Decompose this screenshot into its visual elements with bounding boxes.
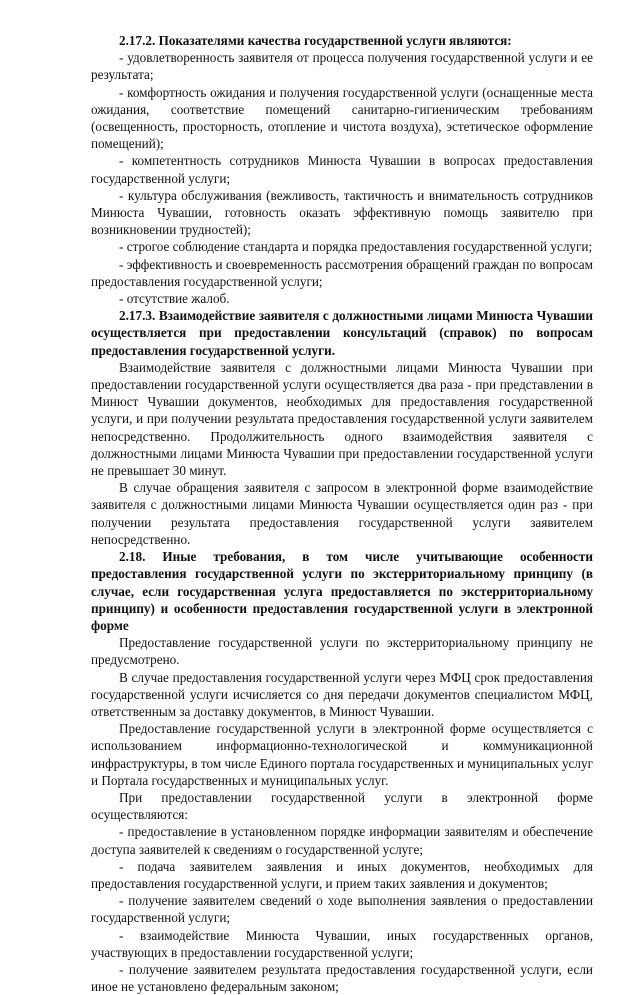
list-item-result-receipt: - получение заявителем результата предоставления государственной услуги, если иное не установлено федеральным законом;	[91, 961, 593, 995]
list-item-competence: - компетентность сотрудников Минюста Чувашии в вопросах предоставления государственной услуги;	[91, 153, 593, 186]
list-item-efficiency: - эффективность и своевременность рассмотрения обращений граждан по вопросам предоставления государственной услуги;	[91, 256, 593, 289]
section-heading-2-17-2: 2.17.2. Показателями качества государственной услуги являются:	[119, 33, 512, 48]
paragraph-extraterritorial: Предоставление государственной услуги по экстерриториальному принципу не предусмотрено.	[91, 635, 593, 668]
section-heading-2-17-3: 2.17.3. Взаимодействие заявителя с должностными лицами Минюста Чувашии осуществляется при предоставлении консультаций (справок) по вопросам предоставления государственной услуги.	[91, 308, 593, 358]
list-item-application-submission: - подача заявителем заявления и иных документов, необходимых для предоставления государственной услуги, и прием таких заявления и документов;	[91, 858, 593, 891]
paragraph-electronic-list-intro: При предоставлении государственной услуги в электронной форме осуществляются:	[91, 789, 593, 823]
paragraph-electronic-request: В случае обращения заявителя с запросом в электронной форме взаимодействие заявителя с должностными лицами Минюста Чувашии осуществляется один раз - при получении результата предоставления государственной услуги заявителем непосредственно.	[91, 480, 593, 547]
list-item-no-complaints: - отсутствие жалоб.	[119, 291, 230, 307]
list-item-comfort: - комфортность ожидания и получения государственной услуги (оснащенные места ожидания, соответствие помещений санитарно-гигиеническим требованиям (освещенность, просторность, отопление и чистота воздуха), эстетическое оформление помещений);	[91, 84, 593, 152]
list-item-info-access: - предоставление в установленном порядке информации заявителям и обеспечение доступа заявителей к сведениям о государственной услуге;	[91, 824, 593, 857]
paragraph-electronic-form: Предоставление государственной услуги в электронной форме осуществляется с использованием информационно-технологической и коммуникационной инфраструктуры, в том числе Единого портала государственных и муниципальных услуг и Портала государственных и муниципальных услуг.	[91, 721, 593, 788]
paragraph-interaction: Взаимодействие заявителя с должностными лицами Минюста Чувашии при предоставлении государственной услуги осуществляется два раза - при представлении в Минюст Чувашии документов, необходимых для предоставления государственной услуги, и при получении результата предоставления государственной услуги заявителем непосредственно. Продолжительность одного взаимодействия заявителя с должностными лицами Минюста Чувашии при предоставлении государственной услуги не превышает 30 минут.	[91, 359, 593, 479]
list-item-service-culture: - культура обслуживания (вежливость, тактичность и внимательность сотрудников Минюста Чувашии, готовность оказать эффективную помощь заявителю при возникновении трудностей);	[91, 187, 593, 238]
document-page	[91, 32, 593, 995]
list-item-status-info: - получение заявителем сведений о ходе выполнения заявления о предоставлении государственной услуги;	[91, 893, 593, 926]
list-item-standard-compliance: - строгое соблюдение стандарта и порядка предоставления государственной услуги;	[119, 239, 593, 255]
list-item-satisfaction: - удовлетворенность заявителя от процесса получения государственной услуги и ее результата;	[91, 50, 593, 83]
list-item-agency-interaction: - взаимодействие Минюста Чувашии, иных государственных органов, участвующих в предоставлении государственной услуги;	[91, 927, 593, 960]
paragraph-mfc: В случае предоставления государственной услуги через МФЦ срок предоставления государственной услуги исчисляется со дня передачи документов специалистом МФЦ, ответственным за доставку документов, в Минюст Чувашии.	[91, 669, 593, 719]
section-heading-2-18: 2.18. Иные требования, в том числе учитывающие особенности предоставления государственной услуги по экстерриториальному принципу (в случае, если государственная услуга предоставляется по экстерриториальному принципу) и особенности предоставления государственной услуги в электронной форме	[91, 549, 593, 633]
